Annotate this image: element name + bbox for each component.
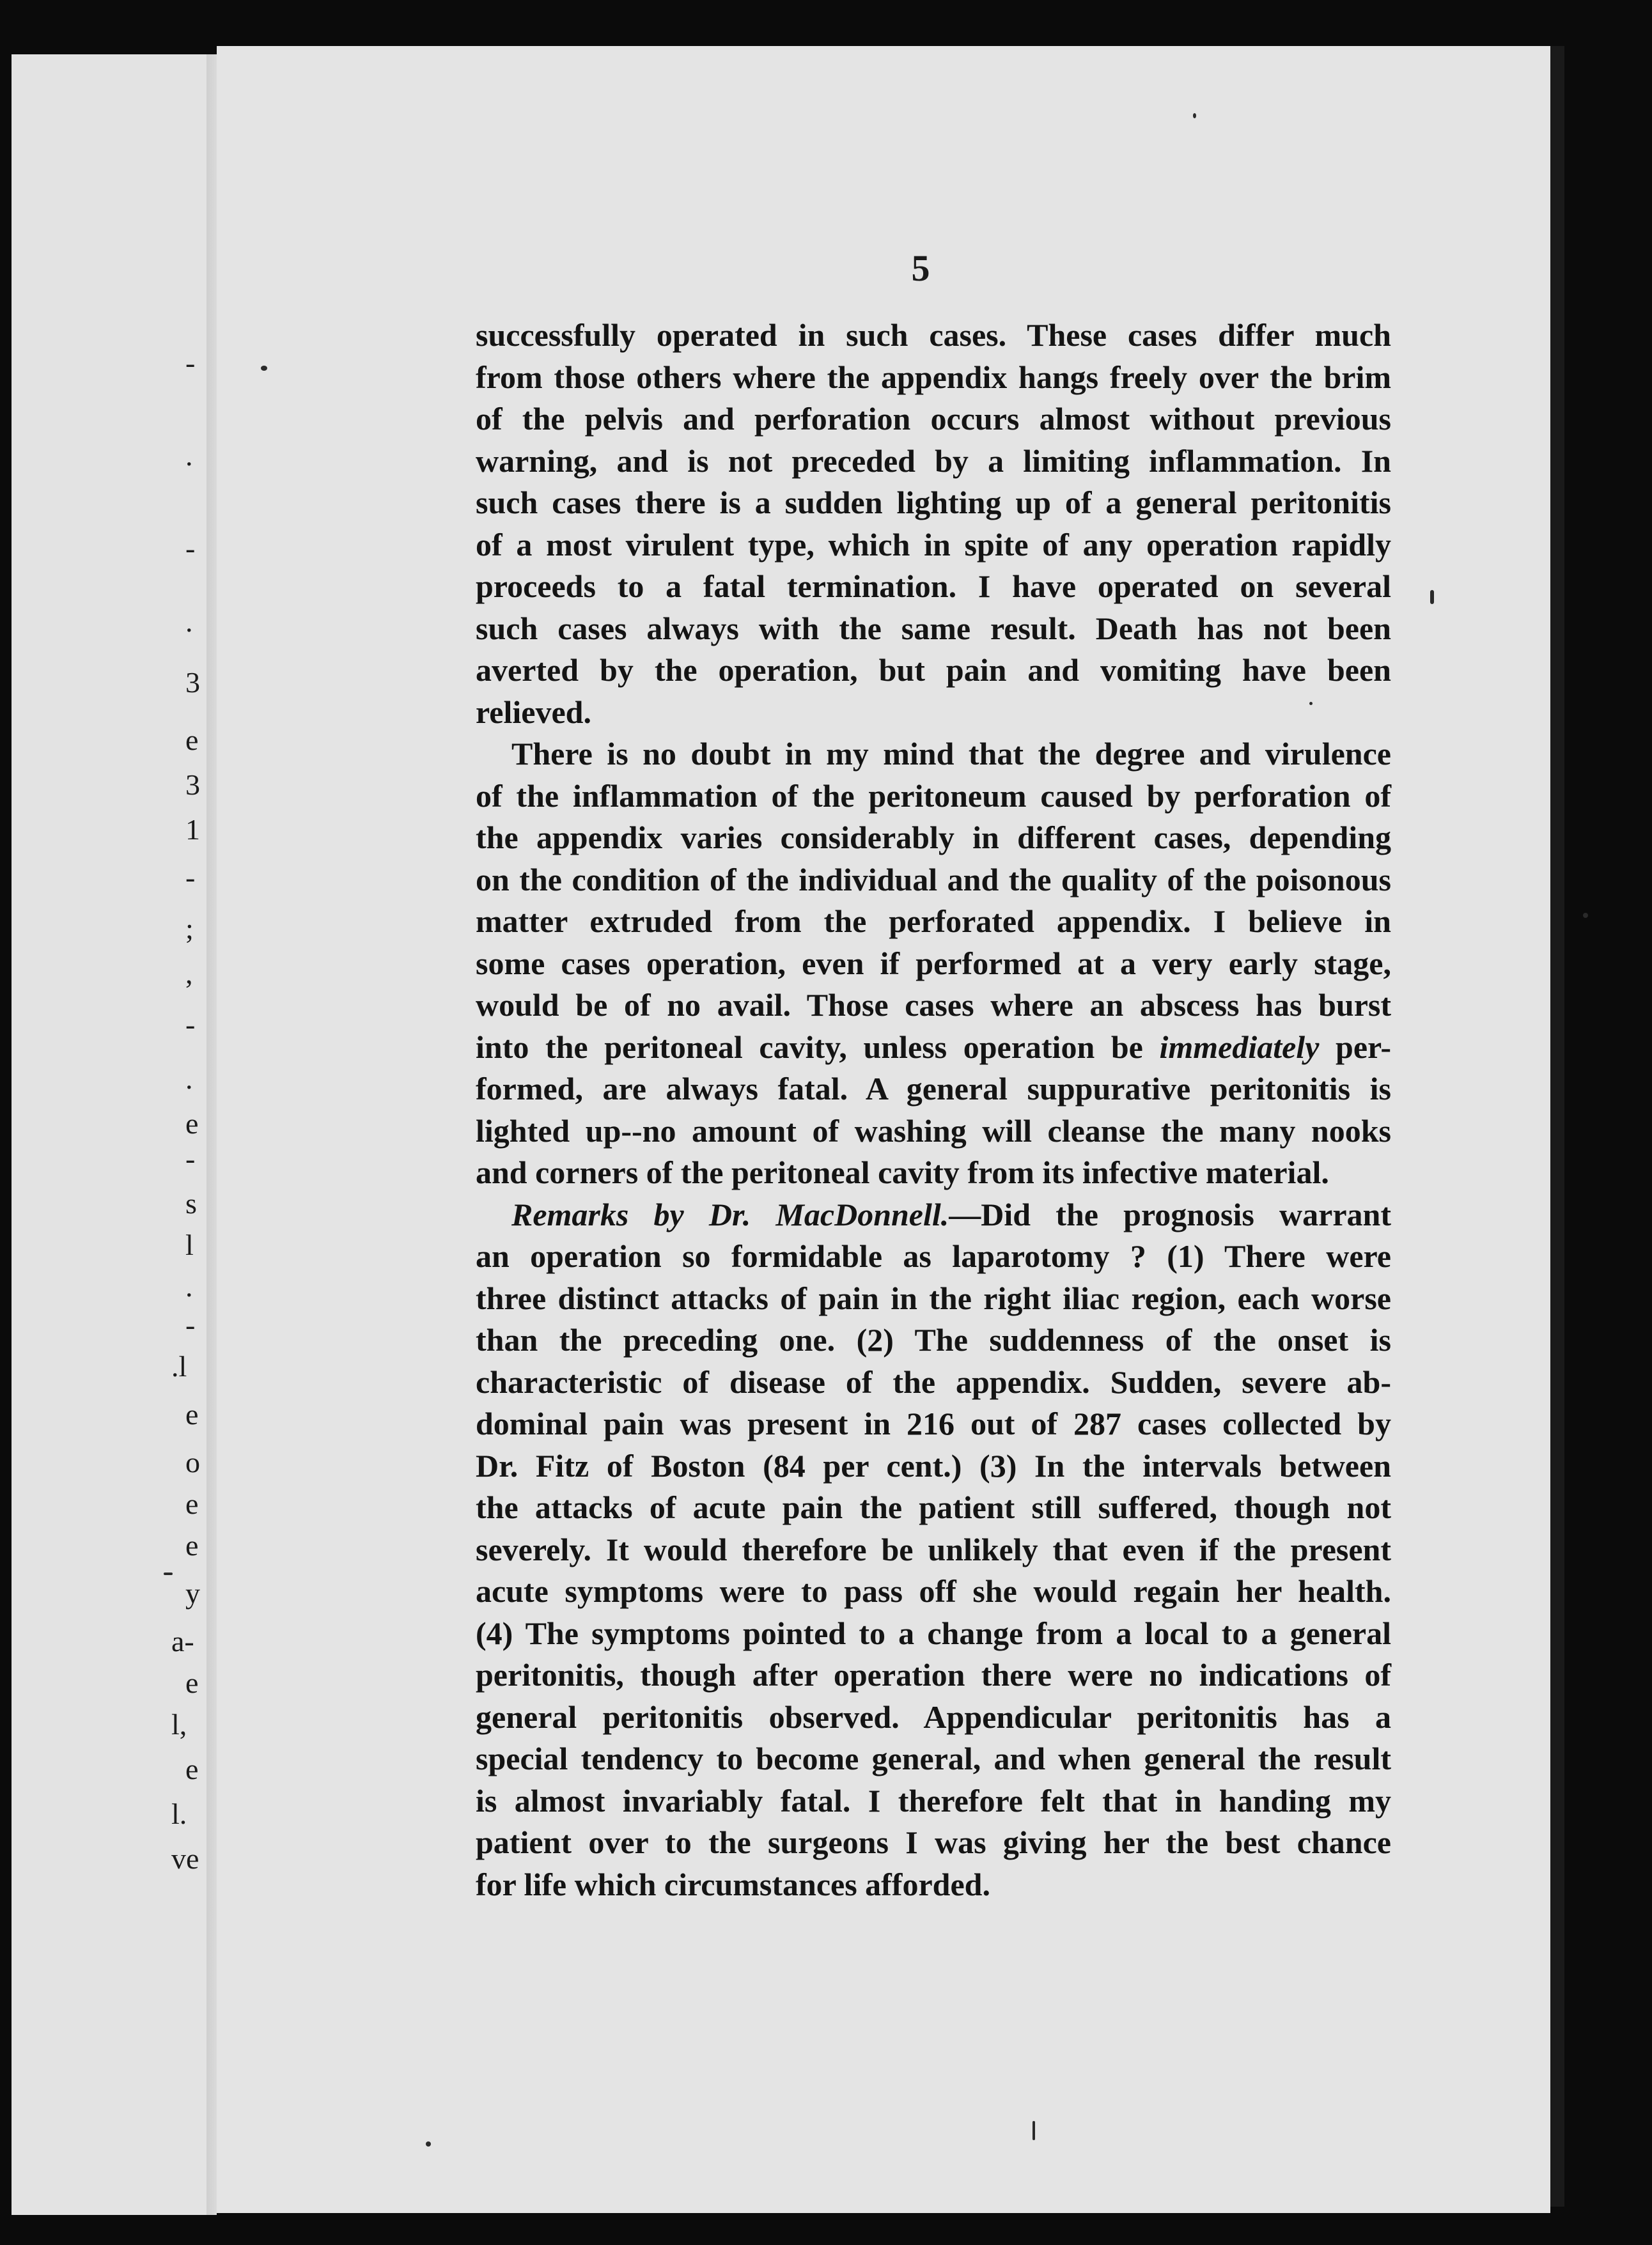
text-line: [476, 566, 1391, 608]
margin-fragment: -: [185, 1142, 196, 1175]
text-run: severely. It would therefore be unlikely that even if the present: [476, 1531, 1391, 1567]
text-line: [476, 775, 1391, 818]
italic-text: Remarks by Dr. MacDonnell.: [511, 1196, 949, 1232]
text-run: such cases always with the same result. Death has not been: [476, 610, 1391, 646]
paragraph: [476, 315, 1391, 733]
text-run: into the peritoneal cavity, unless operation be: [476, 1029, 1160, 1065]
text-run: from those others where the appendix hangs freely over the brim: [476, 359, 1391, 395]
text-run: three distinct attacks of pain in the right iliac region, each worse: [476, 1280, 1391, 1316]
text-run: (4) The symptoms pointed to a change from a local to a general: [476, 1615, 1391, 1651]
margin-fragment: -: [185, 532, 196, 564]
text-run: patient over to the surgeons I was giving her the best chance: [476, 1824, 1391, 1860]
margin-fragment: l,: [171, 1708, 187, 1741]
text-line: [476, 1864, 1391, 1906]
text-line: [476, 1697, 1391, 1739]
text-line: [476, 1027, 1391, 1069]
text-run: of the pelvis and perforation occurs almost without previous: [476, 401, 1391, 437]
text-line: [476, 524, 1391, 566]
book-gutter: [207, 54, 217, 2215]
text-line: [476, 1738, 1391, 1780]
margin-fragment: ;: [185, 912, 194, 945]
text-run: of a most virulent type, which in spite of any operation rapidly: [476, 526, 1391, 563]
margin-fragment: o: [185, 1446, 200, 1479]
text-run: successfully operated in such cases. These cases differ much: [476, 317, 1391, 353]
text-run: general peritonitis observed. Appendicular peritonitis has a: [476, 1698, 1391, 1735]
text-line: [476, 1152, 1391, 1194]
text-run: an operation so formidable as laparotomy ? (1) There were: [476, 1238, 1391, 1274]
text-run: would be of no avail. Those cases where an abscess has burst: [476, 987, 1391, 1023]
margin-fragment: e: [185, 1666, 199, 1699]
paragraph: [476, 733, 1391, 1194]
margin-fragment: ,: [185, 957, 193, 990]
text-run: averted by the operation, but pain and vomiting have been: [476, 652, 1391, 688]
margin-fragment: 3: [185, 768, 200, 801]
text-line: [476, 859, 1391, 901]
text-line: [476, 1362, 1391, 1404]
text-run: matter extruded from the perforated appendix. I believe in: [476, 903, 1391, 939]
text-run: formed, are always fatal. A general suppurative peritonitis is: [476, 1071, 1391, 1107]
margin-fragment: e: [185, 1398, 199, 1431]
text-line: [476, 733, 1391, 775]
text-run: such cases there is a sudden lighting up of a general peritonitis: [476, 485, 1391, 520]
margin-fragment: -: [185, 1008, 196, 1041]
text-line: [476, 1529, 1391, 1571]
text-run: relieved.: [476, 694, 591, 730]
text-line: [476, 817, 1391, 859]
scan-speck: [1430, 590, 1434, 604]
text-run: dominal pain was present in 216 out of 287 cases collected by: [476, 1406, 1391, 1441]
margin-fragment: ve: [171, 1842, 199, 1875]
text-line: [476, 315, 1391, 357]
margin-fragment: e: [185, 1488, 199, 1520]
text-line: [476, 692, 1391, 734]
text-line: [476, 1319, 1391, 1362]
italic-text: immediately: [1159, 1029, 1320, 1065]
text-run: Dr. Fitz of Boston (84 per cent.) (3) In the intervals between: [476, 1447, 1391, 1484]
text-run: on the condition of the individual and the quality of the poisonous: [476, 861, 1391, 897]
margin-fragment: .l: [171, 1350, 187, 1383]
text-line: [476, 1278, 1391, 1320]
text-line: [476, 1194, 1391, 1236]
text-line: [476, 482, 1391, 524]
scan-speck: [426, 2141, 431, 2147]
margin-fragment: s: [185, 1187, 197, 1220]
text-run: proceeds to a fatal termination. I have operated on several: [476, 568, 1391, 604]
margin-fragment: .: [185, 439, 193, 472]
body-text: [476, 315, 1391, 1906]
text-line: [476, 1613, 1391, 1655]
margin-fragment: -: [185, 346, 196, 379]
scan-speck: [1032, 2121, 1035, 2140]
text-run: of the inflammation of the peritoneum caused by perforation of: [476, 777, 1391, 814]
scan-speck: [1583, 913, 1588, 918]
facing-page-margin-text: [0, 0, 207, 2245]
margin-fragment: e: [185, 1753, 199, 1785]
margin-fragment: .: [185, 1062, 193, 1095]
scan-speck: [1193, 113, 1196, 118]
margin-fragment: .: [185, 605, 193, 638]
margin-fragment: l: [185, 1229, 194, 1261]
scan-speck: [1309, 702, 1313, 705]
page-edge-shadow: [1550, 46, 1564, 2207]
text-run: than the preceding one. (2) The suddenness of the onset is: [476, 1322, 1391, 1358]
margin-fragment: 1: [185, 813, 200, 846]
margin-fragment: 3: [185, 666, 200, 699]
text-run: warning, and is not preceded by a limiting inflammation. In: [476, 442, 1391, 479]
text-run: per-: [1319, 1029, 1391, 1065]
text-run: the attacks of acute pain the patient still suffered, though not: [476, 1489, 1391, 1525]
text-run: acute symptoms were to pass off she would regain her health.: [476, 1573, 1391, 1609]
text-line: [476, 1571, 1391, 1613]
text-run: —Did the prognosis warrant: [949, 1196, 1392, 1232]
text-line: [476, 357, 1391, 399]
text-line: [476, 1403, 1391, 1445]
text-line: [476, 1110, 1391, 1153]
margin-fragment: e: [185, 724, 199, 756]
text-run: some cases operation, even if performed at a very early stage,: [476, 945, 1391, 981]
text-run: and corners of the peritoneal cavity from its infective material.: [476, 1154, 1329, 1190]
margin-fragment: e: [185, 1529, 199, 1562]
text-line: [476, 1068, 1391, 1110]
margin-fragment: a-: [171, 1625, 194, 1658]
text-line: [476, 943, 1391, 985]
text-line: [476, 1236, 1391, 1278]
scan-speck: [164, 1573, 173, 1575]
page-number: 5: [911, 247, 930, 289]
text-run: the appendix varies considerably in different cases, depending: [476, 820, 1391, 855]
text-run: characteristic of disease of the appendix. Sudden, severe ab-: [476, 1363, 1391, 1400]
margin-fragment: l.: [171, 1798, 187, 1830]
margin-fragment: y: [185, 1577, 200, 1610]
text-line: [476, 649, 1391, 692]
paragraph: [476, 1194, 1391, 1906]
text-line: [476, 984, 1391, 1027]
text-run: lighted up--no amount of washing will cleanse the many nooks: [476, 1112, 1391, 1149]
text-line: [476, 1780, 1391, 1822]
text-run: is almost invariably fatal. I therefore felt that in handing my: [476, 1782, 1391, 1819]
text-line: [476, 440, 1391, 483]
text-run: There is no doubt in my mind that the degree and virulence: [511, 736, 1391, 772]
text-run: special tendency to become general, and when general the result: [476, 1741, 1391, 1776]
scan-speck: [261, 366, 267, 371]
text-line: [476, 1654, 1391, 1697]
text-line: [476, 901, 1391, 943]
text-line: [476, 1487, 1391, 1529]
margin-fragment: e: [185, 1107, 199, 1140]
text-line: [476, 1445, 1391, 1488]
text-line: [476, 398, 1391, 440]
text-run: peritonitis, though after operation there were no indications of: [476, 1657, 1391, 1693]
text-run: for life which circumstances afforded.: [476, 1866, 990, 1902]
text-line: [476, 608, 1391, 650]
margin-fragment: -: [185, 1309, 196, 1341]
text-line: [476, 1822, 1391, 1864]
margin-fragment: -: [185, 861, 196, 894]
margin-fragment: .: [185, 1270, 193, 1303]
